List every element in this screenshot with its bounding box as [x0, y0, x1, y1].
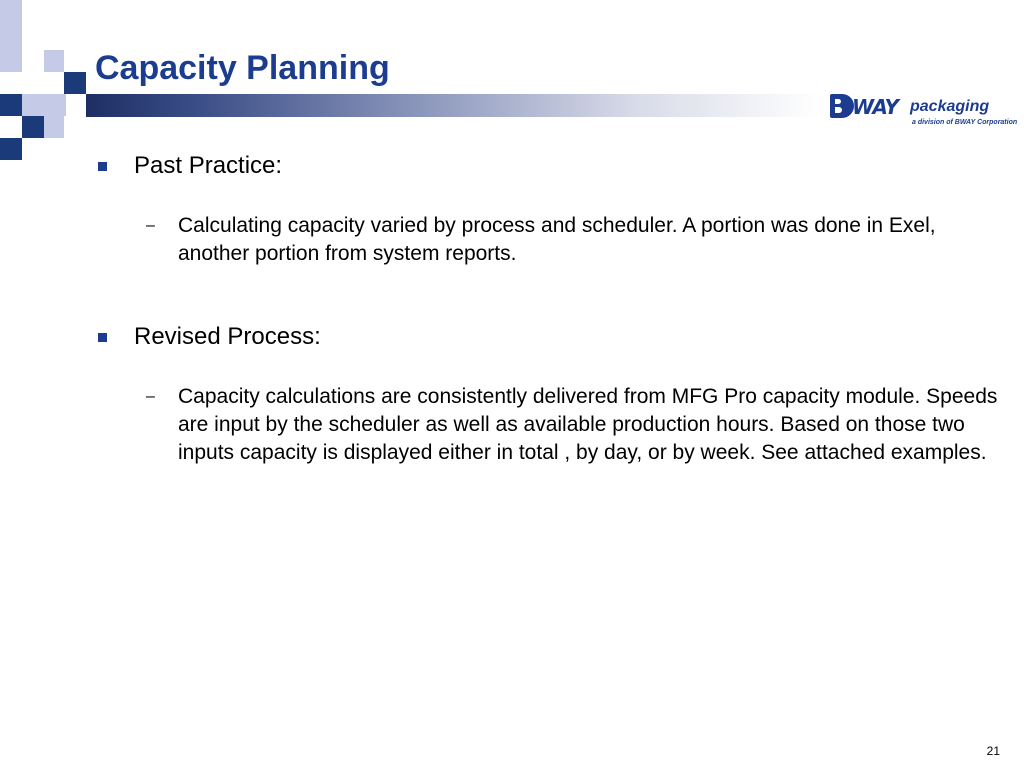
- decor-square: [44, 50, 64, 72]
- sub-bullet-revised-process: [146, 383, 996, 495]
- dash-bullet-icon: –: [146, 388, 155, 405]
- square-bullet-icon: [98, 162, 107, 171]
- decor-square: [22, 116, 44, 138]
- square-bullet-icon: [98, 333, 107, 342]
- decor-square: [0, 94, 22, 116]
- slide-title: Capacity Planning: [95, 49, 390, 87]
- decor-square: [0, 138, 22, 160]
- bullet-label: Revised Process:: [134, 323, 321, 350]
- logo-b-icon: [830, 94, 854, 118]
- sub-bullet-text: Calculating capacity varied by process and scheduler. A portion was done in Exel, another portion from system reports.: [178, 214, 936, 265]
- title-underline: [86, 94, 820, 117]
- decor-square: [44, 116, 64, 138]
- page-number: 21: [986, 744, 1000, 758]
- decor-square: [22, 94, 44, 116]
- bullet-past-practice: [98, 152, 978, 180]
- decor-square: [64, 72, 86, 94]
- dash-bullet-icon: –: [146, 217, 155, 234]
- bullet-label: Past Practice:: [134, 152, 283, 179]
- logo-product: packaging: [910, 98, 990, 115]
- logo-division: a division of BWAY Corporation: [912, 119, 1018, 126]
- sub-bullet-text: Capacity calculations are consistently delivered from MFG Pro capacity module. Speeds are input by the scheduler as well as available production hours. Based on those two inputs capacity is displayed either in total , by day, or by week. See attached examples.: [178, 385, 998, 464]
- bullet-revised-process: [98, 323, 978, 351]
- decor-square: [0, 0, 22, 72]
- logo-brand: WAY: [852, 95, 899, 119]
- sub-bullet-past-practice: [146, 212, 996, 268]
- decor-square: [44, 94, 66, 116]
- company-logo: [830, 94, 1018, 134]
